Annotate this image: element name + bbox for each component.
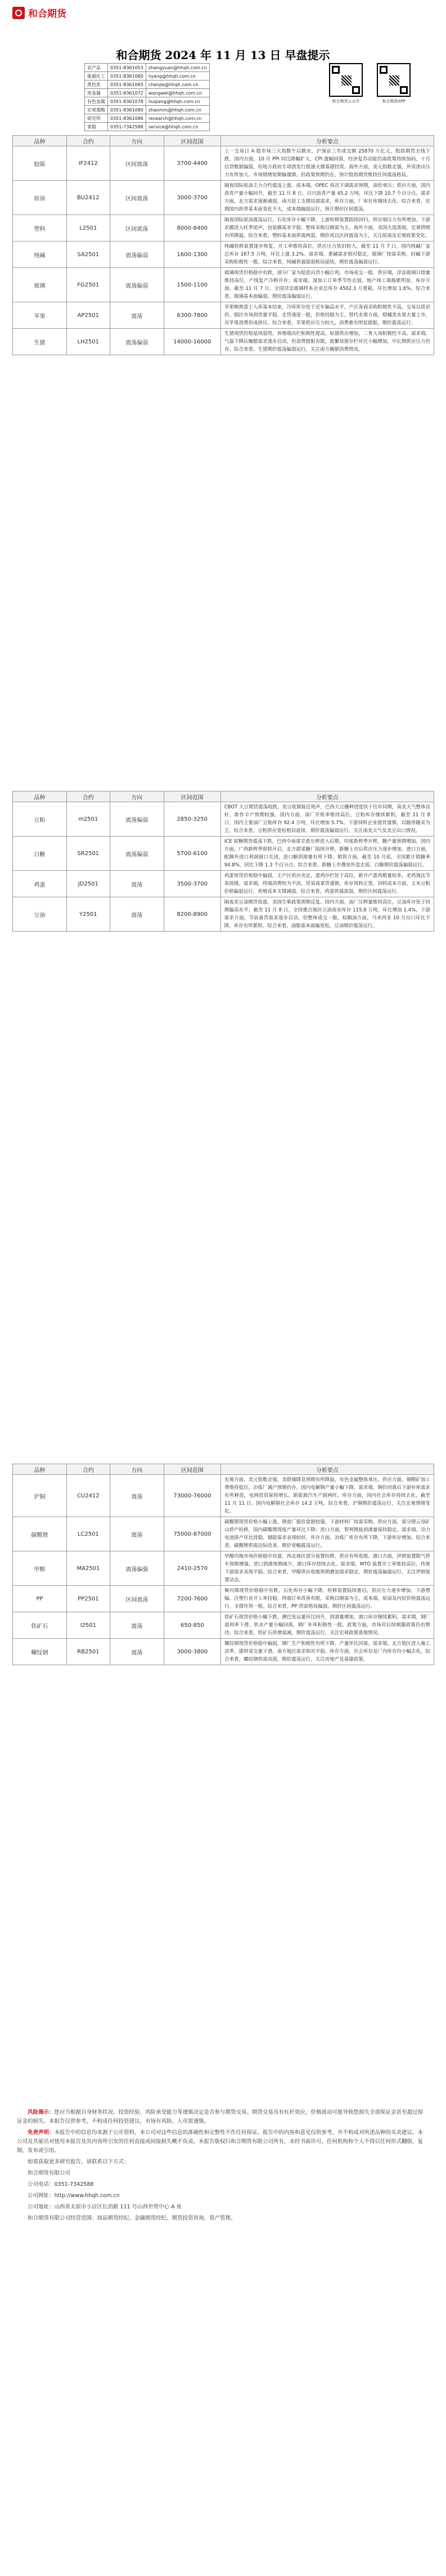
cell-direction: 震荡偏弱 bbox=[110, 837, 164, 871]
cell-variety: 鸡蛋 bbox=[13, 871, 67, 897]
cell-range: 650-850 bbox=[164, 1612, 220, 1639]
cell-range: 75000-87000 bbox=[164, 1517, 220, 1551]
contact-email[interactable]: liyang@hhqh.com.cn bbox=[146, 72, 209, 80]
strategy-table bbox=[12, 791, 434, 932]
cell-range: 8000-8400 bbox=[164, 215, 220, 242]
contact-phone: 0351-8361065 bbox=[108, 80, 146, 89]
cell-range: 3000-3700 bbox=[164, 181, 220, 215]
cell-direction: 震荡 bbox=[110, 1639, 164, 1665]
contact-phone: 0351-8361053 bbox=[108, 64, 146, 72]
company-phone: 公司电话：0351-7342588 bbox=[28, 2181, 94, 2188]
cell-direction: 震荡偏弱 bbox=[110, 329, 164, 355]
cell-variety: 玻璃 bbox=[13, 268, 67, 302]
cell-range: 5700-6100 bbox=[164, 837, 220, 871]
cell-analysis: 玻璃现货价格稳中有跌，部分厂家为促进出货小幅让利，市场成交一般。供应端，浮法玻璃日熔量维持高位，产线复产冷修并存；需求端，深加工订单季节性走弱，地产竣工端拖累明显。库存方面，截至 11 月 7 日，全国浮法玻璃样本企业总库存 4502.3 万重箱，环比增加 1.6%。综合来看，玻璃基本面偏弱，期价震荡偏弱运行。 bbox=[220, 268, 434, 302]
contact-phone: 0351-8361072 bbox=[108, 89, 146, 97]
contact-intro: 如需获取更多研究报告，请联系以下方式： bbox=[28, 2159, 129, 2165]
cell-contract: SR2501 bbox=[66, 837, 110, 871]
contact-dept: 农产品 bbox=[85, 64, 108, 72]
header-analysis: 分析要点 bbox=[221, 1464, 434, 1475]
cell-analysis: 宏观方面，美元指数走强，美联储降息预期有所降温，有色金属整体承压。供应方面，铜精矿加工费维持低位，冶炼厂减产预期仍存，国内电解铜产量小幅下降。需求端，铜价回落后下游补库需求有所释放，电网投资保持增长，新能源汽车产销两旺。库存方面，国内社会库存持续去化，截至 11 月 11 日，国内电解铜社会库存 14.2 万吨。综合来看，沪铜期价震荡运行，关注宏观情绪变化。 bbox=[221, 1475, 434, 1517]
table-row bbox=[13, 802, 434, 837]
legal-text: 本报告中的信息均来源于公开资料，本公司对这些信息的准确性和完整性不作任何保证。报告中的内容和意见仅供参考，并不构成对所述品种的买卖建议。本公司及其雇员对使用本报告及其内容所引发的任何直接或间接损失概不负责。本报告版权归和合期货有限公司所有，未经书面许可，任何机构和个人不得以任何形式翻版、复制、发布或引用。 bbox=[17, 2130, 424, 2154]
cell-direction: 震荡 bbox=[110, 302, 164, 329]
cell-contract: FG2501 bbox=[66, 268, 110, 302]
contact-dept: 有色金属 bbox=[85, 97, 108, 106]
cell-range: 73000-76000 bbox=[164, 1475, 220, 1517]
cell-direction: 区间震荡 bbox=[110, 146, 164, 181]
contact-row bbox=[85, 123, 210, 131]
contact-dept: 研究所 bbox=[85, 114, 108, 123]
contact-dept: 能源化工 bbox=[85, 72, 108, 80]
cell-contract: LH2501 bbox=[66, 329, 110, 355]
cell-range: 6300-7800 bbox=[164, 302, 220, 329]
table-row bbox=[13, 1639, 434, 1665]
cell-range: 3000-3800 bbox=[164, 1639, 220, 1665]
cell-contract: PP2501 bbox=[66, 1586, 110, 1612]
brand-logo bbox=[12, 6, 66, 20]
table-header bbox=[13, 791, 434, 802]
cell-contract: BU2412 bbox=[66, 181, 110, 215]
contact-table bbox=[84, 63, 210, 131]
cell-range: 2410-2570 bbox=[164, 1551, 220, 1586]
cell-range: 3500-3700 bbox=[164, 871, 220, 897]
risk-label: 风险揭示： bbox=[28, 2109, 55, 2116]
contact-phone: 0351-7342588 bbox=[108, 123, 146, 131]
contact-row bbox=[85, 89, 210, 97]
table-row bbox=[13, 897, 434, 932]
table-row bbox=[13, 1551, 434, 1586]
contact-dept: 黑色系 bbox=[85, 80, 108, 89]
risk-paragraph bbox=[17, 2108, 427, 2126]
header-analysis: 分析要点 bbox=[220, 791, 434, 802]
legal-paragraph bbox=[17, 2128, 427, 2155]
cell-contract: RB2501 bbox=[66, 1639, 110, 1665]
header-range: 区间范围 bbox=[164, 136, 220, 146]
cell-direction: 震荡偏弱 bbox=[110, 242, 164, 268]
cell-analysis: 隔夜美豆油期货收涨，美国生柴政策预期反复。国内方面，油厂压榨量维持高位，豆油库存处于同期偏高水平，截至 11 月 8 日，全国重点地区豆油商业库存 115.8 万吨，环比增加 1.4%。下游需求方面，节前备货需求逐步启动，但整体成交一般。棕榈油方面，马来西亚 10 月出口环比下降，库存有所累积。综合来看，油脂基本面偏宽松，豆油期价震荡运行。 bbox=[220, 897, 434, 932]
cell-direction: 震荡偏弱 bbox=[110, 268, 164, 302]
contact-dept: 客服 bbox=[85, 123, 108, 131]
cell-analysis: 隔夜国际原油主力合约震荡上涨。成本端，OPEC 再次下调需求预期，油价承压；供应方面，国内沥青产量小幅回升，截至 11 月 8 日，百川沥青产量 45.2 万吨，环比下降 10.7 个百分点。需求方面，北方需求逐渐减弱，南方赶工支撑局部需求，库存方面，厂库社库继续去化。综合来看，近期国内沥青基本面变化不大，成本端偏弱运行，预计期价区间震荡。 bbox=[220, 181, 434, 215]
cell-variety: 豆油 bbox=[13, 897, 67, 932]
header-variety: 品种 bbox=[13, 136, 67, 146]
strategy-table bbox=[12, 135, 434, 355]
contact-email[interactable]: research@hhqh.com.cn bbox=[146, 114, 209, 123]
legal-label: 免责声明： bbox=[28, 2130, 55, 2136]
contact-dept: 贵金属 bbox=[85, 89, 108, 97]
cell-direction: 区间震荡 bbox=[110, 1586, 164, 1612]
logo-mark-icon bbox=[12, 7, 25, 19]
cell-analysis: 铁矿石现货价格小幅下跌，澳巴发运量环比回升，到港量增加，港口库存继续累积。需求端，钢厂盈利率下滑，铁水产量小幅回落，钢厂补库积极性一般。政策方面，市场对后续刺激政策仍有期待。综合来看，铁矿石供增需减，期价震荡运行，关注宏观政策落地情况。 bbox=[221, 1612, 434, 1639]
contact-email[interactable]: wangwei@hhqh.com.cn bbox=[146, 89, 209, 97]
table-row bbox=[13, 329, 434, 355]
contact-row bbox=[85, 80, 210, 89]
cell-variety: 豆粕 bbox=[13, 802, 67, 837]
cell-range: 2850-3250 bbox=[164, 802, 220, 837]
table-row bbox=[13, 215, 434, 242]
cell-variety: PP bbox=[13, 1586, 67, 1612]
contact-row bbox=[85, 106, 210, 114]
page-title: 和合期货 2024 年 11 月 13 日 早盘提示 bbox=[116, 48, 330, 62]
cell-analysis: 纯碱检修装置逐步恢复，开工率维持高位，供应压力依旧较大。截至 11 月 7 日，国内纯碱厂家总库存 167.5 万吨，环比上涨 3.2%。需求端，重碱需求相对稳定，玻璃厂按需采购，轻碱下游采购积极性一般。综合来看，纯碱供强需弱格局延续，期价震荡偏弱运行。 bbox=[220, 242, 434, 268]
risk-text: 您应当根据自身财务状况、投资经验、风险承受能力等谨慎决定是否参与期货交易。期货交易具有杠杆效应，价格波动可能导致您损失全部保证金甚至超过保证金的损失。本报告仅供参考，不构成任何投资建议，市场有风险，入市需谨慎。 bbox=[17, 2109, 424, 2125]
contact-email[interactable]: zhangyuan@hhqh.com.cn bbox=[146, 64, 209, 72]
cell-direction: 震荡 bbox=[110, 1612, 164, 1639]
header-direction: 方向 bbox=[110, 136, 164, 146]
cell-direction: 震荡 bbox=[110, 1475, 164, 1517]
contact-phone: 0351-8361060 bbox=[108, 72, 146, 80]
cell-analysis: 上一交易日 A 股市场三大指数午后跳水，沪深京三市成交额 25870 万亿元，股指期货全线下跌，国内方面，10 月 PPI 同比降幅扩大，CPI 涨幅回落，经济复苏动能仍需政策持续加码，十月信贷数据偏弱，但地方政府专项债发行提速支撑基建投资。海外方面，美元指数走强，外资流出压力有所加大。市场情绪短期偏谨慎，但政策预期仍在，预计股指期货维持区间震荡格局。 bbox=[220, 146, 434, 181]
company-scope: 和合期货有限公司经营范围：商品期货经纪、金融期货经纪、期货投资咨询、资产管理。 bbox=[28, 2215, 236, 2221]
contact-phone: 0351-8361080 bbox=[108, 106, 146, 114]
cell-range: 7200-7600 bbox=[164, 1586, 220, 1612]
cell-variety: 生猪 bbox=[13, 329, 67, 355]
cell-contract: AP2501 bbox=[66, 302, 110, 329]
contact-email[interactable]: zhaomin@hhqh.com.cn bbox=[146, 106, 209, 114]
disclaimer bbox=[17, 2108, 427, 2225]
cell-analysis: 隔夜国际原油震荡运行，石化库存小幅下降，上游检修装置陆续回归，供应端压力有所增加。下游农膜进入旺季尾声，包装膜需求平稳，整体采购以刚需为主。海外方面，美国大选落地，宏观情绪有所降温。综合来看，塑料基本面供需两弱，期价或以区间震荡为主，关注原油及宏观政策变化。 bbox=[220, 215, 434, 242]
header-variety: 品种 bbox=[13, 791, 67, 802]
cell-variety: 塑料 bbox=[13, 215, 67, 242]
header-analysis: 分析要点 bbox=[220, 136, 434, 146]
contact-phone: 0351-8361086 bbox=[108, 114, 146, 123]
contact-dept: 宏观策略 bbox=[85, 106, 108, 114]
cell-analysis: 甲醇内地市场价格稳中有涨，西北地区部分装置检修，供应有所收缩。港口方面，伊朗装置限气停车预期增强，进口到港预期减少，港口库存持续去化。需求端，MTO 装置开工率维持高位，传统下游需求表现平稳。综合来看，甲醇供应收缩预期叠加需求稳定，期价震荡偏强运行，关注伊朗装置动态。 bbox=[221, 1551, 434, 1586]
cell-range: 14000-16000 bbox=[164, 329, 220, 355]
contact-email[interactable]: liuqiang@hhqh.com.cn bbox=[146, 97, 209, 106]
cell-analysis: 聚丙烯现货价格稳中有跌，石化库存小幅下降，检修装置陆续重启，供应压力逐步增加。下游塑编、注塑行业开工率持稳，终端订单改善有限，采购以刚需为主。成本端，原油及丙烷价格震荡运行，支撑作用一般。综合来看，PP 供需格局偏弱，期价区间震荡运行。 bbox=[221, 1586, 434, 1612]
cell-analysis: 生猪现货价格延续弱势，养殖端出栏积极性提高，标猪供应增加，二育入场积极性不高。需求端，气温下降后腌腊需求逐步启动，但消费提振有限。能繁母猪存栏环比小幅增加，中长期供应压力仍存。综合来看，生猪期价震荡偏弱运行，关注南方腌腊消费情况。 bbox=[220, 329, 434, 355]
contact-row bbox=[85, 72, 210, 80]
contact-email[interactable]: chenjie@hhqh.com.cn bbox=[146, 80, 209, 89]
table-row bbox=[13, 871, 434, 897]
company-name: 和合期货有限公司 bbox=[28, 2170, 71, 2176]
cell-direction: 震荡 bbox=[110, 871, 164, 897]
header-contract: 合约 bbox=[66, 136, 110, 146]
cell-variety: 螺纹钢 bbox=[13, 1639, 67, 1665]
cell-variety: 苹果 bbox=[13, 302, 67, 329]
cell-range: 1500-1100 bbox=[164, 268, 220, 302]
table-row bbox=[13, 268, 434, 302]
table-row bbox=[13, 242, 434, 268]
cell-range: 1600-1300 bbox=[164, 242, 220, 268]
cell-variety: 纯碱 bbox=[13, 242, 67, 268]
cell-analysis: 螺纹钢现货价格稳中偏弱，钢厂生产积极性有所下降，产量环比回落。需求端，北方地区进入施工淡季，建材成交量下滑，南方地区需求相对平稳。库存方面，社会库存及厂内库存均小幅去化。综合来看，螺纹钢供需双弱，期价震荡运行，关注房地产及基建政策。 bbox=[221, 1639, 434, 1665]
cell-direction: 震荡 bbox=[110, 897, 164, 932]
table-header bbox=[13, 136, 434, 146]
contact-row bbox=[85, 97, 210, 106]
cell-variety: 胶版 bbox=[13, 146, 67, 181]
cell-variety: 白糖 bbox=[13, 837, 67, 871]
cell-contract: SA2501 bbox=[66, 242, 110, 268]
cell-contract: Y2501 bbox=[66, 897, 110, 932]
contact-phone: 0351-8361078 bbox=[108, 97, 146, 106]
header-contract: 合约 bbox=[66, 791, 110, 802]
header-range: 区间范围 bbox=[164, 1464, 220, 1475]
strategy-table bbox=[12, 1464, 434, 1665]
cell-analysis: 鸡蛋现货价格稳中偏弱，主产区供应充足，蛋鸡存栏处于高位，新开产蛋鸡数量较多，老鸡淘汰节奏放缓。需求端，终端消费较为平淡，贸易商拿货谨慎，库存周转正常。饲料成本方面，玉米豆粕价格偏弱运行，养殖成本支撑减弱。综合来看，鸡蛋供强需弱，期价区间震荡运行。 bbox=[220, 871, 434, 897]
table-row bbox=[13, 302, 434, 329]
cell-contract: LC2501 bbox=[66, 1517, 110, 1551]
cell-variety: 沪铜 bbox=[13, 1475, 67, 1517]
cell-contract: CU2412 bbox=[66, 1475, 110, 1517]
company-website[interactable]: 公司网址：http://www.hhqh.com.cn bbox=[28, 2193, 120, 2199]
cell-direction: 区间震荡 bbox=[110, 181, 164, 215]
cell-direction: 震荡 bbox=[110, 1517, 164, 1551]
cell-contract: MA2501 bbox=[66, 1551, 110, 1586]
qr-code-icon bbox=[329, 63, 363, 97]
cell-analysis: CBOT 大豆期货震荡收跌，美豆收割接近尾声，巴西大豆播种进度快于往年同期，南美天气整体良好，新作丰产预期较强。国内方面，油厂开机率维持高位，豆粕库存继续累积，截至 11 月 8 日，国内主要油厂豆粕库存 92.4 万吨，环比增加 5.7%。下游饲料企业提货谨慎，以随用随采为主。综合来看，豆粕供应宽松格局延续，期价震荡偏弱运行，关注南美天气及美豆出口情况。 bbox=[220, 802, 434, 837]
cell-contract: I2501 bbox=[66, 1612, 110, 1639]
cell-contract: L2501 bbox=[66, 215, 110, 242]
qr-caption: 和合期货公众号 bbox=[332, 99, 360, 104]
qr-caption: 和合期货APP bbox=[382, 99, 406, 104]
contact-row bbox=[85, 114, 210, 123]
header-variety: 品种 bbox=[13, 1464, 67, 1475]
header-direction: 方向 bbox=[110, 1464, 164, 1475]
cell-direction: 震荡偏强 bbox=[110, 1551, 164, 1586]
cell-direction: 震荡偏弱 bbox=[110, 802, 164, 837]
cell-analysis: ICE 原糖期货震荡下跌，巴西中南部甘蔗压榨进入后期，印度新榨季开榨，糖产量预期增加。国内方面，广西新榨季即将开启，北方甜菜糖厂陆续开榨，新糖上市后供应压力逐步增加。进口方面，配额外进口利润窗口关闭，进口糖到港量有所下降。销售方面，截至 10 月底，全国累计销糖率 94.8%，同比下降 1.3 个百分点。综合来看，新糖上市叠加外盘走弱，白糖期价震荡偏弱运行。 bbox=[220, 837, 434, 871]
table-row bbox=[13, 1517, 434, 1551]
cell-direction: 区间震荡 bbox=[110, 215, 164, 242]
cell-contract: m2501 bbox=[66, 802, 110, 837]
cell-range: 3700-4400 bbox=[164, 146, 220, 181]
brand-name: 和合期货 bbox=[28, 8, 66, 20]
cell-variety: 甲醇 bbox=[13, 1551, 67, 1586]
header-contract: 合约 bbox=[66, 1464, 110, 1475]
cell-contract: JD2501 bbox=[66, 871, 110, 897]
cell-variety: 原油 bbox=[13, 181, 67, 215]
header-range: 区间范围 bbox=[164, 791, 220, 802]
contact-row bbox=[85, 64, 210, 72]
cell-variety: 碳酸锂 bbox=[13, 1517, 67, 1551]
header-direction: 方向 bbox=[110, 791, 164, 802]
cell-variety: 铁矿石 bbox=[13, 1612, 67, 1639]
table-row bbox=[13, 1586, 434, 1612]
qr-code-icon bbox=[377, 63, 411, 97]
table-header bbox=[13, 1464, 434, 1475]
table-row bbox=[13, 181, 434, 215]
table-row bbox=[13, 837, 434, 871]
contact-email[interactable]: service@hhqh.com.cn bbox=[146, 123, 209, 131]
cell-analysis: 苹果晚熟富士入库基本结束，冷库库存处于近年偏高水平，产区客商采购积极性不高，交易以质论价。销区市场到货量平稳，走货速度一般，价格持稳为主。替代水果方面，柑橘类水果大量上市，对苹果消费形成挤压。综合来看，苹果供应压力较大，消费难有明显提振，期价震荡运行。 bbox=[220, 302, 434, 329]
cell-analysis: 碳酸锂现货价格小幅上涨，锂盐厂挺价意愿较强，下游材料厂按需采购。供应方面，部分锂云母矿山停产检修，国内碳酸锂周度产量环比下降；进口方面，智利锂盐到港量保持稳定。需求端，动力电池排产环比持稳，储能需求表现较好。库存方面，冶炼厂库存有所下降，下游库存增加。综合来看，碳酸锂供需边际改善，期价宽幅震荡运行。 bbox=[221, 1517, 434, 1551]
table-row bbox=[13, 1475, 434, 1517]
cell-range: 8200-8900 bbox=[164, 897, 220, 932]
table-row bbox=[13, 146, 434, 181]
table-row bbox=[13, 1612, 434, 1639]
cell-contract: IF2412 bbox=[66, 146, 110, 181]
company-address: 公司地址：山西省太原市小店区长治路 111 号山西世贸中心 A 座 bbox=[28, 2204, 182, 2210]
